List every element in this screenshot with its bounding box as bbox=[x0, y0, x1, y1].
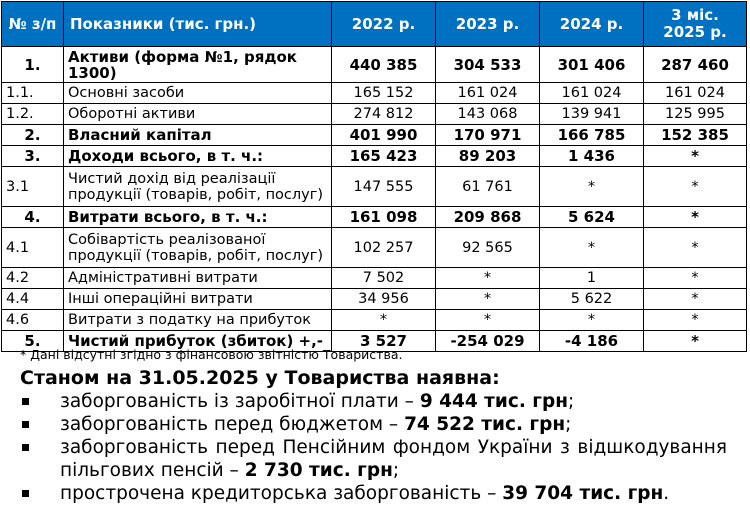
value-q1-2025: 287 460 bbox=[644, 47, 747, 83]
row-indicator-name: Основні засоби bbox=[64, 83, 332, 104]
value-2023: * bbox=[436, 268, 540, 289]
table-header-row bbox=[2, 2, 747, 47]
value-2023: * bbox=[436, 310, 540, 331]
value-2022: 161 098 bbox=[332, 207, 436, 228]
value-2024: 5 622 bbox=[540, 289, 644, 310]
row-indicator-name: Доходи всього, в т. ч.: bbox=[64, 146, 332, 167]
value-q1-2025: * bbox=[644, 167, 747, 207]
financial-indicators-table bbox=[1, 1, 747, 352]
table-row bbox=[2, 146, 747, 167]
value-2022: 401 990 bbox=[332, 125, 436, 146]
debt-text: заборгованість перед Пенсійним фондом України з відшкодування пільгових пенсій – bbox=[60, 437, 727, 481]
value-q1-2025: 125 995 bbox=[644, 104, 747, 125]
value-2024: 166 785 bbox=[540, 125, 644, 146]
value-2023: 161 024 bbox=[436, 83, 540, 104]
value-2022: 7 502 bbox=[332, 268, 436, 289]
table-row bbox=[2, 104, 747, 125]
value-2022: 147 555 bbox=[332, 167, 436, 207]
row-number: 4.1 bbox=[2, 228, 64, 268]
row-number: 4.4 bbox=[2, 289, 64, 310]
row-number: 1.2. bbox=[2, 104, 64, 125]
value-2022: 165 152 bbox=[332, 83, 436, 104]
row-indicator-name: Власний капітал bbox=[64, 125, 332, 146]
header-2023: 2023 р. bbox=[436, 2, 540, 47]
footnote: * Дані відсутні згідно з фінансовою звітністю Товариства. bbox=[20, 347, 403, 362]
value-2024: 5 624 bbox=[540, 207, 644, 228]
debt-amount: 74 522 тис. грн bbox=[404, 414, 566, 435]
header-q1-2025: 3 міс. 2025 р. bbox=[644, 2, 747, 47]
value-2024: 1 436 bbox=[540, 146, 644, 167]
table-row bbox=[2, 125, 747, 146]
value-q1-2025: * bbox=[644, 331, 747, 352]
value-q1-2025: * bbox=[644, 268, 747, 289]
header-2022: 2022 р. bbox=[332, 2, 436, 47]
list-item bbox=[22, 482, 727, 505]
table-row bbox=[2, 228, 747, 268]
row-number: 1.1. bbox=[2, 83, 64, 104]
value-2022: 3 527 bbox=[332, 331, 436, 352]
square-bullet-icon bbox=[22, 398, 29, 405]
table-row bbox=[2, 167, 747, 207]
value-2024: * bbox=[540, 167, 644, 207]
row-number: 4. bbox=[2, 207, 64, 228]
value-2022: 102 257 bbox=[332, 228, 436, 268]
debt-suffix: ; bbox=[565, 414, 572, 435]
row-number: 4.2 bbox=[2, 268, 64, 289]
list-item bbox=[22, 390, 727, 413]
status-title: Станом на 31.05.2025 у Товариства наявна: bbox=[20, 367, 500, 389]
debt-suffix: ; bbox=[392, 460, 400, 481]
debt-text: заборгованість перед бюджетом – bbox=[60, 414, 405, 435]
value-q1-2025: 161 024 bbox=[644, 83, 747, 104]
row-number: 3.1 bbox=[2, 167, 64, 207]
value-2023: 304 533 bbox=[436, 47, 540, 83]
value-2024: * bbox=[540, 228, 644, 268]
square-bullet-icon bbox=[22, 490, 29, 497]
row-indicator-name: Чистий прибуток (збиток) +,- bbox=[64, 331, 332, 352]
value-2023: * bbox=[436, 289, 540, 310]
value-2024: 161 024 bbox=[540, 83, 644, 104]
debt-amount: 9 444 тис. грн bbox=[419, 391, 568, 412]
value-2024: * bbox=[540, 310, 644, 331]
debt-amount: 2 730 тис. грн bbox=[244, 460, 393, 481]
row-number: 2. bbox=[2, 125, 64, 146]
row-number: 3. bbox=[2, 146, 64, 167]
value-q1-2025: * bbox=[644, 207, 747, 228]
value-q1-2025: * bbox=[644, 228, 747, 268]
value-2024: 1 bbox=[540, 268, 644, 289]
value-2023: 170 971 bbox=[436, 125, 540, 146]
value-2022: 440 385 bbox=[332, 47, 436, 83]
row-number: 4.6 bbox=[2, 310, 64, 331]
row-indicator-name: Чистий дохід від реалізації продукції (товарів, робіт, послуг) bbox=[64, 167, 332, 207]
row-indicator-name: Активи (форма №1, рядок 1300) bbox=[64, 47, 332, 83]
row-number: 1. bbox=[2, 47, 64, 83]
value-q1-2025: 152 385 bbox=[644, 125, 747, 146]
value-2023: 61 761 bbox=[436, 167, 540, 207]
list-item bbox=[22, 436, 727, 482]
value-2024: 301 406 bbox=[540, 47, 644, 83]
value-q1-2025: * bbox=[644, 146, 747, 167]
table-row bbox=[2, 289, 747, 310]
value-2023: 143 068 bbox=[436, 104, 540, 125]
row-indicator-name: Оборотні активи bbox=[64, 104, 332, 125]
value-2023: -254 029 bbox=[436, 331, 540, 352]
row-number: 5. bbox=[2, 331, 64, 352]
table-row bbox=[2, 83, 747, 104]
debt-suffix: ; bbox=[568, 391, 575, 412]
value-2022: 274 812 bbox=[332, 104, 436, 125]
table-row bbox=[2, 310, 747, 331]
header-num: № з/п bbox=[2, 2, 64, 47]
value-2023: 92 565 bbox=[436, 228, 540, 268]
debt-suffix: . bbox=[663, 483, 670, 504]
value-q1-2025: * bbox=[644, 310, 747, 331]
value-2022: * bbox=[332, 310, 436, 331]
row-indicator-name: Адміністративні витрати bbox=[64, 268, 332, 289]
debts-list bbox=[22, 390, 727, 505]
value-2024: 139 941 bbox=[540, 104, 644, 125]
table-row bbox=[2, 47, 747, 83]
table-row bbox=[2, 268, 747, 289]
list-item bbox=[22, 413, 727, 436]
row-indicator-name: Собівартість реалізованої продукції (товарів, робіт, послуг) bbox=[64, 228, 332, 268]
value-2023: 89 203 bbox=[436, 146, 540, 167]
value-2022: 34 956 bbox=[332, 289, 436, 310]
debt-amount: 39 704 тис. грн bbox=[502, 483, 664, 504]
value-2022: 165 423 bbox=[332, 146, 436, 167]
table-row bbox=[2, 207, 747, 228]
row-indicator-name: Інші операційні витрати bbox=[64, 289, 332, 310]
debt-text: прострочена кредиторська заборгованість – bbox=[60, 483, 503, 504]
value-q1-2025: * bbox=[644, 289, 747, 310]
header-indicators: Показники (тис. грн.) bbox=[64, 2, 332, 47]
value-2024: -4 186 bbox=[540, 331, 644, 352]
square-bullet-icon bbox=[22, 421, 29, 428]
row-indicator-name: Витрати з податку на прибуток bbox=[64, 310, 332, 331]
header-2024: 2024 р. bbox=[540, 2, 644, 47]
row-indicator-name: Витрати всього, в т. ч.: bbox=[64, 207, 332, 228]
value-2023: 209 868 bbox=[436, 207, 540, 228]
square-bullet-icon bbox=[22, 444, 29, 451]
debt-text: заборгованість із заробітної плати – bbox=[60, 391, 420, 412]
